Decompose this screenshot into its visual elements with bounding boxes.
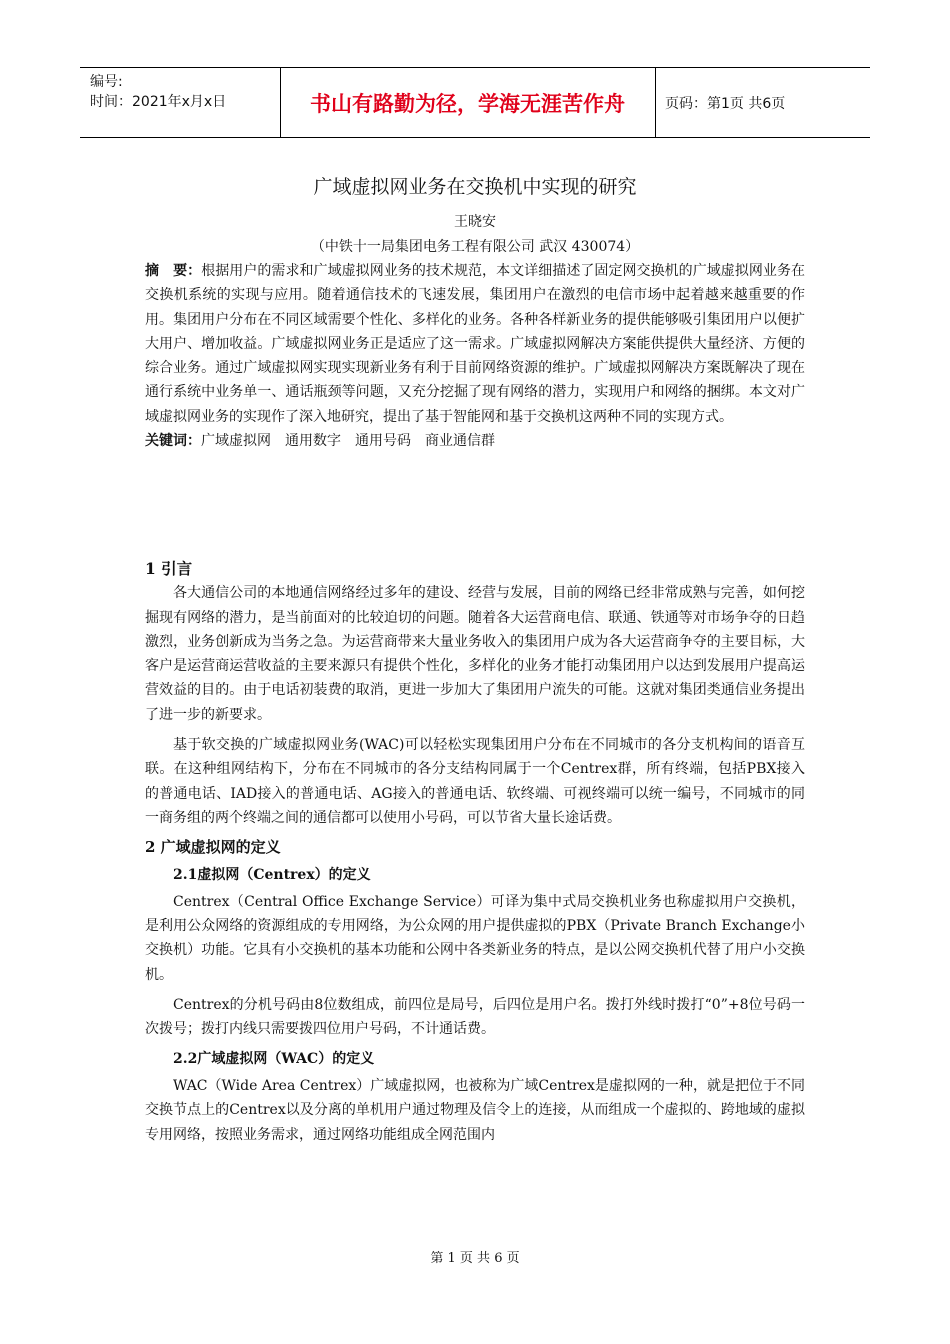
header-divider: [655, 68, 656, 137]
keywords-text: 广域虚拟网 通用数字 通用号码 商业通信群: [201, 433, 495, 450]
header-meta: [90, 72, 280, 112]
section-1-heading: 1 引言: [145, 559, 193, 578]
section-2-1-paragraph-1: Centrex（Central Office Exchange Service）可译为集中式局交换机业务也称虚拟用户交换机，是利用公众网络的资源组成的专用网络，为公众网的用户提供虚拟的PBX（Private Branch Exchange小交换机）功能。它具有小交换机的基本功能和公网中各类新业务的特点，是以公网交换机代替了用户小交换机。: [145, 893, 805, 983]
abstract-text: 根据用户的需求和广域虚拟网业务的技术规范，本文详细描述了固定网交换机的广域虚拟网业务在交换机系统的实现与应用。随着通信技术的飞速发展，集团用户在激烈的电信市场中起着越来越重要的作用。集团用户分布在不同区域需要个性化、多样化的业务。各种各样新业务的提供能够吸引集团用户以便扩大用户、增加收益。广域虚拟网业务正是适应了这一需求。广域虚拟网解决方案能供提供大量经济、方便的综合业务。通过广域虚拟网实现实现新业务有利于目前网络资源的维护。广域虚拟网解决方案既解决了现在通行系统中业务单一、通话瓶颈等问题，又充分挖掘了现有网络的潜力，实现用户和网络的捆绑。本文对广域虚拟网业务的实现作了深入地研究，提出了基于智能网和基于交换机这两种不同的实现方式。: [145, 263, 806, 425]
abstract-label: 摘 要：: [145, 263, 202, 279]
header-page-label: 页码：第1页 共6页: [665, 95, 786, 112]
abstract: [145, 259, 805, 453]
keywords-label: 关键词：: [145, 433, 201, 450]
page-footer: 第 1 页 共 6 页: [430, 1251, 520, 1266]
article-title: 广域虚拟网业务在交换机中实现的研究: [313, 176, 637, 198]
article-author: 王晓安: [454, 214, 496, 230]
section-2-1-heading: 2.1虚拟网（Centrex）的定义: [173, 866, 371, 883]
section-2-heading: 2 广域虚拟网的定义: [145, 838, 281, 857]
page-header: [80, 67, 870, 138]
section-2-2-heading: 2.2广域虚拟网（WAC）的定义: [173, 1050, 375, 1067]
header-motto: 书山有路勤为径，学海无涯苦作舟: [310, 91, 625, 116]
section-1-paragraph-1: 各大通信公司的本地通信网络经过多年的建设、经营与发展，目前的网络已经非常成熟与完善，如何挖掘现有网络的潜力，是当前面对的比较迫切的问题。随着各大运营商电信、联通、铁通等对市场争夺的日趋激烈，业务创新成为当务之急。为运营商带来大量业务收入的集团用户成为各大运营商争夺的主要目标，大客户是运营商运营收益的主要来源只有提供个性化，多样化的业务才能打动集团用户以达到发展用户提高运营效益的目的。由于电话初装费的取消，更进一步加大了集团用户流失的可能。这就对集团类通信业务提出了进一步的新要求。: [145, 585, 805, 723]
doc-time-label: 时间：2021年x月x日: [90, 94, 227, 110]
section-2-1-paragraph-2: Centrex的分机号码由8位数组成，前四位是局号，后四位是用户名。拨打外线时拨打“0”+8位号码一次拨号；拨打内线只需要拨四位用户号码，不计通话费。: [145, 997, 805, 1038]
article-affiliation: （中铁十一局集团电务工程有限公司 武汉 430074）: [310, 239, 640, 255]
section-2-2-paragraph-1: WAC（Wide Area Centrex）广域虚拟网，也被称为广域Centrex是虚拟网的一种，就是把位于不同交换节点上的Centrex以及分离的单机用户通过物理及信令上的连接，从而组成一个虚拟的、跨地域的虚拟专用网络，按照业务需求，通过网络功能组成全网范围内: [145, 1077, 805, 1143]
doc-number-label: 编号:: [90, 74, 123, 90]
main-body: [145, 557, 805, 1147]
section-1-paragraph-2: 基于软交换的广域虚拟网业务(WAC)可以轻松实现集团用户分布在不同城市的各分支机构间的语音互联。在这种组网结构下，分布在不同城市的各分支结构同属于一个Centrex群，所有终端，包括PBX接入的普通电话、IAD接入的普通电话、AG接入的普通电话、软终端、可视终端可以统一编号，不同城市的同一商务组的两个终端之间的通信都可以使用小号码，可以节省大量长途话费。: [145, 737, 805, 826]
